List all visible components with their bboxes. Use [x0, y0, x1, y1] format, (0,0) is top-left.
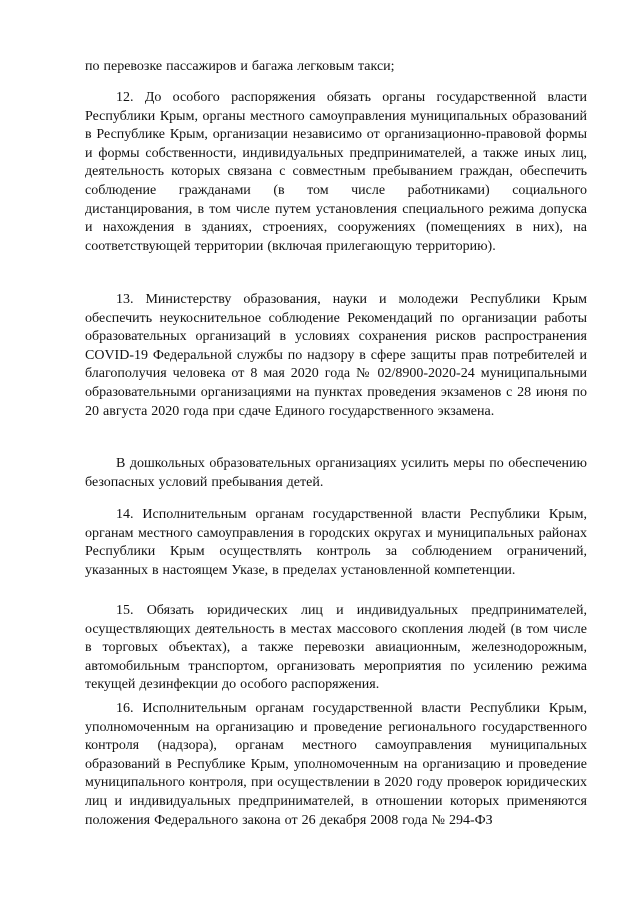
- paragraph-16: 16. Исполнительным органам государственной власти Республики Крым, уполномоченным на организацию и проведение регионального государственного контроля (надзора), органам местного самоуправления муниципальных образований в Республике Крым, уполномоченным на организацию и проведение муниципального контроля, при осуществлении в 2020 году проверок юридических лиц и индивидуальных предпринимателей, в отношении которых применяются положения Федерального закона от 26 декабря 2008 года № 294-ФЗ: [85, 701, 587, 828]
- paragraph-12: 12. До особого распоряжения обязать органы государственной власти Республики Крым, органы местного самоуправления муниципальных образований в Республике Крым, организации независимо от организационно-правовой формы и формы собственности, индивидуальных предпринимателей, а также иных лиц, деятельность которых связана с совместным пребыванием граждан, обеспечить соблюдение гражданами (в том числе работниками) социального дистанцирования, в том числе путем установления специального режима допуска и нахождения в зданиях, строениях, сооружениях (помещениях в них), на соответствующей территории (включая прилегающую территорию).: [85, 90, 587, 254]
- paragraph-14: 14. Исполнительным органам государственной власти Республики Крым, органам местного самоуправления в городских округах и муниципальных районах Республики Крым осуществлять контроль за соблюдением ограничений, указанных в настоящем Указе, в пределах установленной компетенции.: [85, 507, 587, 578]
- paragraph-15: 15. Обязать юридических лиц и индивидуальных предпринимателей, осуществляющих деятельность в местах массового скопления людей (в том числе в торговых объектах), а также перевозки авиационным, железнодорожным, автомобильным транспортом, организовать мероприятия по усилению режима текущей дезинфекции до особого распоряжения.: [85, 603, 587, 693]
- paragraph-passenger-taxi: по перевозке пассажиров и багажа легковым такси;: [85, 59, 395, 74]
- paragraph-13: 13. Министерству образования, науки и молодежи Республики Крым обеспечить неукоснительное соблюдение Рекомендаций по организации работы образовательных организаций в условиях сохранения рисков распространения COVID-19 Федеральной службы по надзору в сфере защиты прав потребителей и благополучия человека от 8 мая 2020 года № 02/8900-2020-24 муниципальными образовательными организациями на пунктах проведения экзаменов с 28 июня по 20 августа 2020 года при сдаче Единого государственного экзамена.: [85, 292, 587, 419]
- paragraph-preschool: В дошкольных образовательных организациях усилить меры по обеспечению безопасных условий пребывания детей.: [85, 456, 587, 490]
